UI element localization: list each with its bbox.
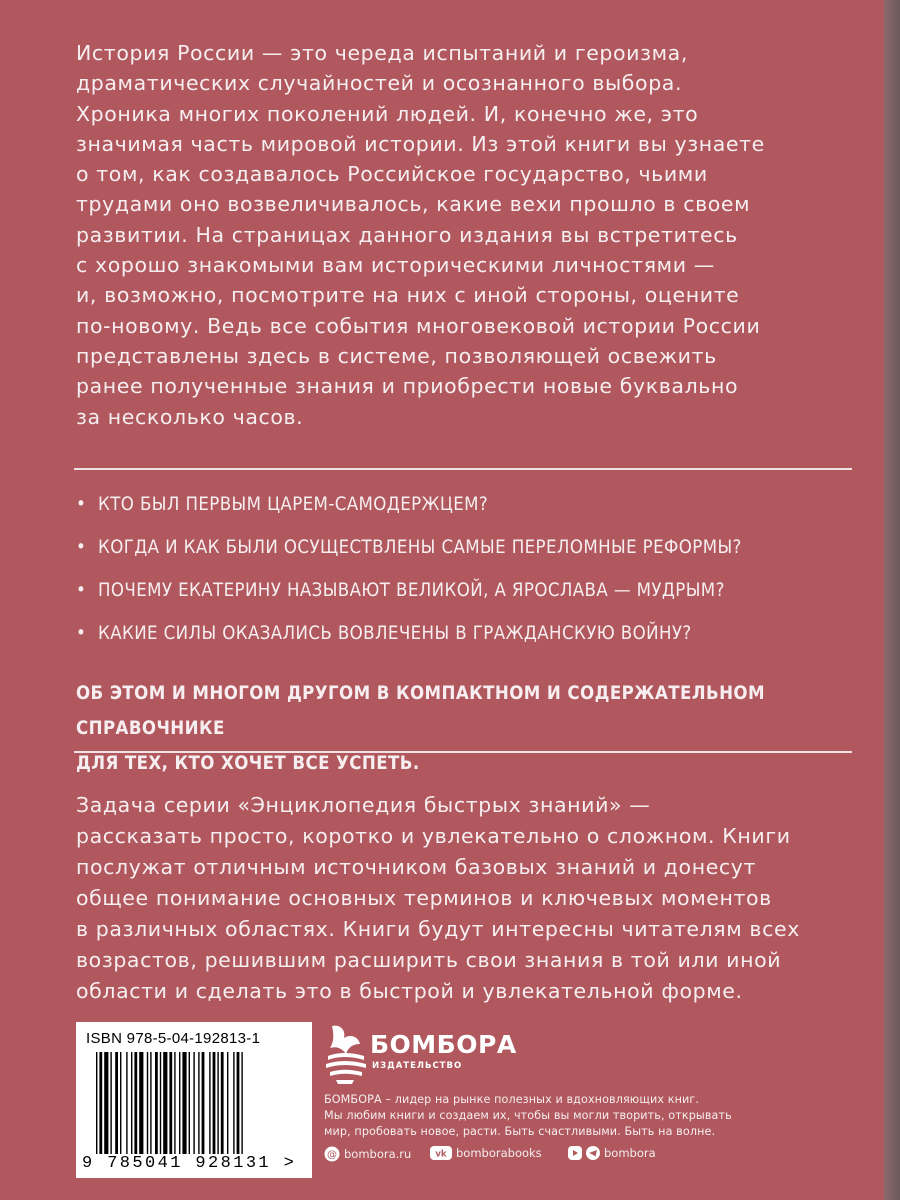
social-links	[324, 1146, 844, 1164]
series-line: рассказать просто, коротко и увлекательно о сложном. Книги	[76, 824, 791, 848]
question-item	[76, 576, 856, 619]
question-text: КТО БЫЛ ПЕРВЫМ ЦАРЕМ-САМОДЕРЖЦЕМ?	[98, 494, 489, 515]
series-line: возрастов, решившим расширить свои знания в той или иной	[76, 948, 782, 972]
divider-bottom	[74, 751, 852, 753]
intro-line: ранее полученные знания и приобрести новые буквально	[76, 374, 739, 399]
intro-line: о том, как создавалось Российское государство, чьими	[76, 162, 708, 187]
question-text: ПОЧЕМУ ЕКАТЕРИНУ НАЗЫВАЮТ ВЕЛИКОЙ, А ЯРОСЛАВА — МУДРЫМ?	[98, 580, 725, 601]
question-list	[76, 490, 856, 662]
bullet-icon: •	[76, 580, 87, 601]
intro-line: История России — это череда испытаний и героизма,	[76, 41, 688, 65]
vk-icon	[430, 1146, 452, 1160]
publisher-description	[324, 1092, 844, 1140]
social-messengers[interactable]	[568, 1146, 656, 1160]
svg-text:vk: vk	[435, 1149, 447, 1160]
publisher-line: Мы любим книги и создаем их, чтобы вы могли творить, открывать	[324, 1109, 732, 1122]
publisher-name: БОМБОРА	[370, 1030, 517, 1059]
intro-line: по-новому. Ведь все события многовековой истории России	[76, 313, 761, 338]
bombora-logo-icon	[322, 1022, 368, 1086]
bullet-icon: •	[76, 537, 87, 558]
question-item	[76, 490, 856, 533]
series-line: области и сделать это в быстрой и увлекательной форме.	[76, 979, 743, 1003]
series-description	[76, 790, 846, 1007]
summary-text	[76, 676, 846, 781]
telegram-icon	[586, 1146, 600, 1160]
barcode-bars	[96, 1052, 296, 1154]
svg-text:@: @	[327, 1149, 337, 1161]
social-web-label: bombora.ru	[344, 1147, 412, 1161]
bullet-icon: •	[76, 623, 87, 644]
social-vk-label: bomborabooks	[456, 1146, 542, 1160]
play-icon	[568, 1146, 582, 1160]
intro-line: развитии. На страницах данного издания вы встретитесь	[76, 222, 738, 247]
publisher-line: мир, пробовать новое, расти. Быть счастливыми. Быть на волне.	[324, 1125, 716, 1138]
barcode-digits: 9 785041 928131 >	[82, 1154, 297, 1173]
book-edge	[884, 0, 900, 1200]
intro-line: и, возможно, посмотрите на них с иной стороны, оцените	[76, 283, 740, 308]
question-text: КАКИЕ СИЛЫ ОКАЗАЛИСЬ ВОВЛЕЧЕНЫ В ГРАЖДАНСКУЮ ВОЙНУ?	[98, 623, 692, 644]
isbn-label: ISBN 978-5-04-192813-1	[86, 1030, 261, 1047]
bullet-icon: •	[76, 494, 87, 515]
social-web[interactable]	[324, 1146, 411, 1162]
summary-line: ОБ ЭТОМ И МНОГОМ ДРУГОМ В КОМПАКТНОМ И СОДЕРЖАТЕЛЬНОМ СПРАВОЧНИКЕ	[76, 683, 765, 739]
intro-line: значимая часть мировой истории. Из этой книги вы узнаете	[76, 131, 765, 156]
barcode-block	[76, 1022, 312, 1178]
intro-line: драматических случайностей и осознанного выбора.	[76, 71, 683, 96]
series-line: в различных областях. Книги будут интересны читателям всех	[76, 917, 800, 941]
series-line: общее понимание основных терминов и ключевых моментов	[76, 886, 772, 910]
intro-line: представлены здесь в системе, позволяющей освежить	[76, 343, 717, 368]
intro-line: за несколько часов.	[76, 404, 304, 429]
summary-line: ДЛЯ ТЕХ, КТО ХОЧЕТ ВСЕ УСПЕТЬ.	[76, 753, 420, 774]
intro-line: трудами оно возвеличивалось, какие вехи прошло в своем	[76, 192, 751, 217]
social-vk[interactable]	[430, 1146, 542, 1160]
intro-line: с хорошо знакомыми вам историческими личностями —	[76, 253, 715, 278]
at-icon	[324, 1146, 340, 1162]
intro-line: Хроника многих поколений людей. И, конечно же, это	[76, 101, 699, 126]
question-item	[76, 533, 856, 576]
series-line: послужат отличным источником базовых знаний и донесут	[76, 855, 757, 879]
divider-top	[74, 468, 852, 470]
question-text: КОГДА И КАК БЫЛИ ОСУЩЕСТВЛЕНЫ САМЫЕ ПЕРЕЛОМНЫЕ РЕФОРМЫ?	[98, 537, 742, 558]
publisher-line: БОМБОРА – лидер на рынке полезных и вдохновляющих книг.	[324, 1093, 699, 1106]
series-line: Задача серии «Энциклопедия быстрых знаний» —	[76, 793, 651, 817]
intro-text	[76, 38, 836, 432]
question-item	[76, 619, 856, 662]
publisher-subtitle: ИЗДАТЕЛЬСТВО	[372, 1061, 463, 1071]
social-other-label: bombora	[604, 1146, 656, 1160]
